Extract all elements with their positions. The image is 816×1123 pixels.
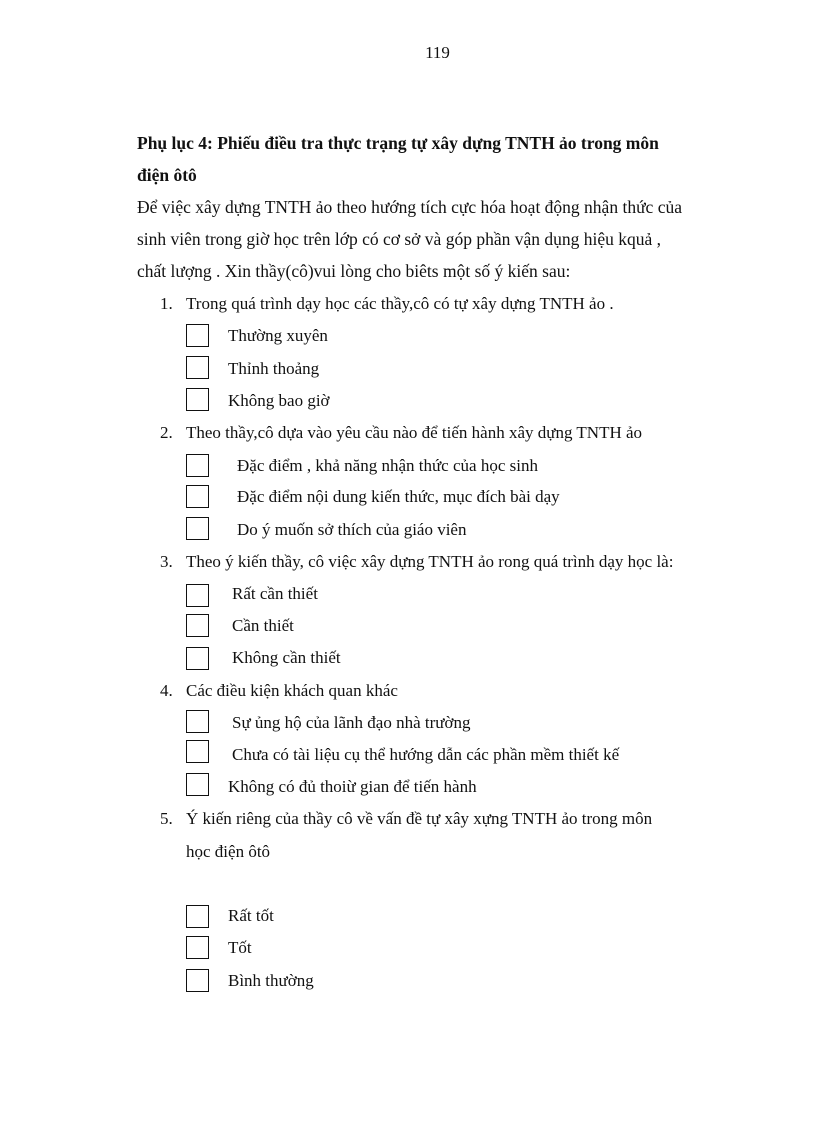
question-1-text: Trong quá trình dạy học các thầy,cô có tự xây dựng TNTH ảo . [186, 294, 614, 313]
question-1-number: 1. [160, 294, 173, 313]
q5-option-1-label: Rất tốt [228, 906, 274, 925]
checkbox-q2-option-3[interactable] [186, 517, 209, 540]
question-5-number: 5. [160, 809, 173, 828]
q2-option-2-label: Đặc điểm nội dung kiến thức, mục đích bài dạy [237, 487, 560, 506]
q5-option-2-label: Tốt [228, 938, 252, 957]
appendix-title-line-1: Phụ lục 4: Phiếu điều tra thực trạng tự xây dựng TNTH ảo trong môn [137, 133, 659, 153]
question-2-text: Theo thầy,cô dựa vào yêu cầu nào để tiến hành xây dựng TNTH ảo [186, 423, 643, 442]
q4-option-1-label: Sự ủng hộ của lãnh đạo nhà trường [232, 713, 471, 732]
q1-option-2-label: Thỉnh thoảng [228, 359, 320, 378]
intro-line-3: chất lượng . Xin thầy(cô)vui lòng cho biêts một số ý kiến sau: [137, 261, 571, 281]
question-3-number: 3. [160, 552, 173, 571]
checkbox-q5-option-3[interactable] [186, 969, 209, 992]
intro-line-1: Để việc xây dựng TNTH ảo theo hướng tích cực hóa hoạt động nhận thức của [137, 197, 682, 217]
checkbox-q5-option-2[interactable] [186, 936, 209, 959]
q2-option-1-label: Đặc điểm , khả năng nhận thức của học sinh [237, 456, 538, 475]
q3-option-1-label: Rất cần thiết [232, 584, 318, 603]
checkbox-q1-option-1[interactable] [186, 324, 209, 347]
checkbox-q3-option-2[interactable] [186, 614, 209, 637]
checkbox-q4-option-2[interactable] [186, 740, 209, 763]
checkbox-q5-option-1[interactable] [186, 905, 209, 928]
checkbox-q2-option-2[interactable] [186, 485, 209, 508]
checkbox-q3-option-3[interactable] [186, 647, 209, 670]
question-3-text: Theo ý kiến thầy, cô việc xây dựng TNTH ảo rong quá trình dạy học là: [186, 552, 674, 571]
q2-option-3-label: Do ý muốn sở thích của giáo viên [237, 520, 467, 539]
question-5-text-line-2: học điện ôtô [186, 842, 271, 861]
intro-line-2: sinh viên trong giờ học trên lớp có cơ sở và góp phần vận dụng hiệu kquả , [137, 229, 662, 249]
checkbox-q1-option-3[interactable] [186, 388, 209, 411]
page-number: 119 [425, 43, 450, 62]
checkbox-q4-option-3[interactable] [186, 773, 209, 796]
checkbox-q4-option-1[interactable] [186, 710, 209, 733]
question-4-number: 4. [160, 681, 173, 700]
q4-option-2-label: Chưa có tài liệu cụ thể hướng dẫn các phần mềm thiết kế [232, 745, 620, 764]
checkbox-q1-option-2[interactable] [186, 356, 209, 379]
q4-option-3-label: Không có đủ thoiừ gian để tiến hành [228, 777, 477, 796]
q1-option-1-label: Thường xuyên [228, 326, 328, 345]
q3-option-3-label: Không cần thiết [232, 648, 341, 667]
appendix-title-line-2: điện ôtô [137, 165, 197, 185]
question-4-text: Các điều kiện khách quan khác [186, 681, 398, 700]
question-5-text: Ý kiến riêng của thầy cô về vấn đề tự xây xựng TNTH ảo trong môn [186, 809, 653, 828]
q3-option-2-label: Cần thiết [232, 616, 294, 635]
checkbox-q2-option-1[interactable] [186, 454, 209, 477]
q5-option-3-label: Bình thường [228, 971, 314, 990]
checkbox-q3-option-1[interactable] [186, 584, 209, 607]
question-2-number: 2. [160, 423, 173, 442]
q1-option-3-label: Không bao giờ [228, 391, 330, 410]
